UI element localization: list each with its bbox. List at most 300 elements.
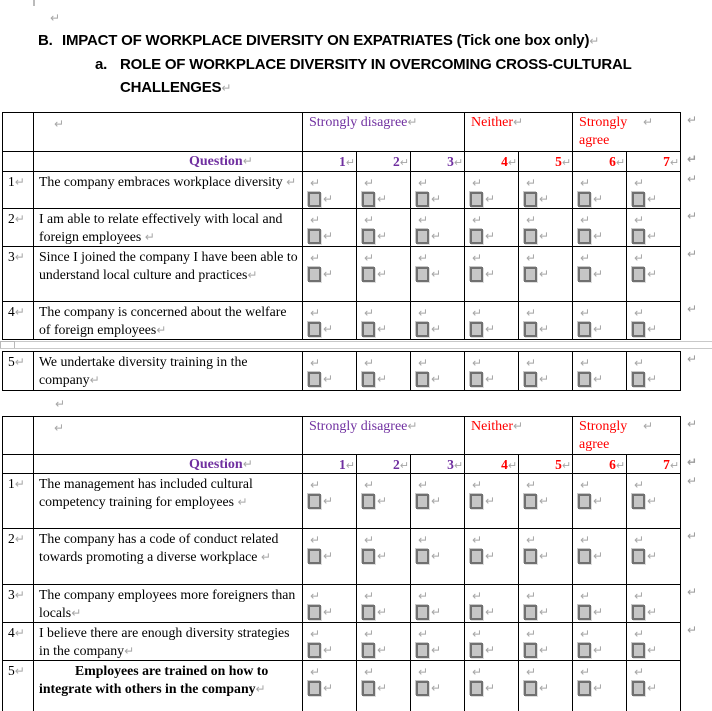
checkbox[interactable]: [524, 549, 537, 564]
checkbox-cell: [519, 352, 573, 391]
checkbox-cell: [411, 302, 465, 340]
pilcrow-icon: ↵: [647, 605, 658, 620]
pilcrow-icon: ↵: [431, 549, 442, 564]
checkbox[interactable]: [524, 605, 537, 620]
pilcrow-icon: ↵: [526, 478, 537, 492]
pilcrow-icon: ↵: [323, 372, 334, 387]
checkbox-cell: [411, 529, 465, 585]
checkbox[interactable]: [578, 605, 591, 620]
pilcrow-icon: ↵: [286, 175, 297, 189]
pilcrow-icon: ↵: [647, 322, 658, 337]
end-of-row-mark: ↵: [687, 209, 698, 223]
checkbox-cell: [627, 209, 698, 247]
pilcrow-icon: ↵: [323, 267, 334, 282]
pilcrow-icon: ↵: [418, 356, 429, 370]
pilcrow-icon: ↵: [14, 212, 25, 226]
checkbox[interactable]: [470, 494, 483, 509]
pilcrow-icon: ↵: [485, 372, 496, 387]
pilcrow-icon: ↵: [399, 459, 409, 472]
checkbox-cell: [627, 585, 698, 623]
pilcrow-icon: ↵: [593, 372, 604, 387]
checkbox-cell: [465, 352, 519, 391]
scale-number-4: 4↵: [465, 152, 519, 172]
checkbox-cell: [519, 585, 573, 623]
checkbox[interactable]: [578, 494, 591, 509]
checkbox[interactable]: [416, 643, 429, 658]
checkbox-cell: [465, 474, 519, 529]
checkbox[interactable]: [308, 322, 321, 337]
question-cell: Since I joined the company I have been able to understand local culture and practices↵: [34, 247, 303, 302]
pilcrow-icon: ↵: [310, 589, 321, 603]
row-number-cell: 1↵: [3, 172, 34, 209]
pilcrow-icon: ↵: [589, 34, 600, 48]
pilcrow-icon: ↵: [647, 229, 658, 244]
pilcrow-icon: ↵: [539, 605, 550, 620]
pilcrow-icon: ↵: [418, 251, 429, 265]
checkbox[interactable]: [308, 229, 321, 244]
checkbox[interactable]: [416, 372, 429, 387]
checkbox[interactable]: [362, 229, 375, 244]
question-cell: I believe there are enough diversity strategies in the company↵: [34, 623, 303, 661]
checkbox[interactable]: [470, 229, 483, 244]
table-row: [3, 247, 681, 302]
scale-group-header-row: [3, 417, 681, 455]
checkbox[interactable]: [308, 192, 321, 207]
pilcrow-icon: ↵: [14, 532, 25, 546]
checkbox[interactable]: [470, 322, 483, 337]
pilcrow-icon: ↵: [377, 549, 388, 564]
pilcrow-icon: ↵: [485, 229, 496, 244]
empty-cell: [3, 455, 34, 474]
question-cell: Employees are trained on how to integrate with others in the company↵: [34, 661, 303, 711]
pilcrow-icon: ↵: [364, 665, 375, 679]
pilcrow-icon: ↵: [593, 549, 604, 564]
table-row: [3, 585, 681, 623]
pilcrow-icon: ↵: [580, 627, 591, 641]
checkbox-cell: [465, 529, 519, 585]
pilcrow-icon: ↵: [14, 250, 25, 264]
pilcrow-icon: ↵: [14, 664, 25, 678]
pilcrow-icon: ↵: [89, 373, 100, 387]
checkbox-cell: [357, 623, 411, 661]
scale-number-3: 3↵: [411, 152, 465, 172]
checkbox-cell: [627, 172, 698, 209]
checkbox-cell: [303, 247, 357, 302]
checkbox[interactable]: [632, 643, 645, 658]
checkbox[interactable]: [578, 372, 591, 387]
scale-number-7: 7↵ ↵: [627, 455, 681, 474]
pilcrow-icon: ↵: [377, 267, 388, 282]
pilcrow-icon: ↵: [643, 419, 654, 433]
checkbox[interactable]: [578, 267, 591, 282]
row-number-cell: 1↵: [3, 474, 34, 529]
checkbox-cell: [357, 661, 411, 711]
pilcrow-icon: ↵: [431, 229, 442, 244]
checkbox-cell: [465, 585, 519, 623]
checkbox[interactable]: [524, 192, 537, 207]
checkbox-cell: [627, 247, 698, 302]
checkbox-cell: [465, 623, 519, 661]
checkbox[interactable]: [470, 549, 483, 564]
checkbox[interactable]: [470, 681, 483, 696]
question-cell: The management has included cultural competency training for employees ↵: [34, 474, 303, 529]
checkbox[interactable]: [632, 549, 645, 564]
pilcrow-icon: ↵: [561, 459, 572, 472]
pilcrow-icon: ↵: [647, 549, 658, 564]
pilcrow-icon: ↵: [431, 267, 442, 282]
pilcrow-icon: ↵: [526, 213, 537, 227]
scale-number-2: 2↵: [357, 152, 411, 172]
pilcrow-icon: ↵: [507, 156, 518, 169]
pilcrow-icon: ↵: [539, 681, 550, 696]
pilcrow-icon: ↵: [580, 589, 591, 603]
checkbox[interactable]: [416, 549, 429, 564]
checkbox-cell: [357, 247, 411, 302]
pilcrow-icon: ↵: [526, 533, 537, 547]
checkbox[interactable]: [632, 494, 645, 509]
question-label-cell: Question↵: [34, 455, 303, 474]
pilcrow-icon: ↵: [513, 419, 524, 433]
checkbox-cell: [357, 585, 411, 623]
checkbox[interactable]: [416, 192, 429, 207]
end-of-row-mark: ↵: [687, 152, 698, 166]
checkbox[interactable]: [362, 372, 375, 387]
scale-number-6: 6↵: [573, 455, 627, 474]
checkbox-cell: [519, 529, 573, 585]
end-of-row-mark: ↵: [687, 623, 698, 637]
pilcrow-icon: ↵: [634, 306, 645, 320]
pilcrow-icon: ↵: [310, 251, 321, 265]
pilcrow-icon: ↵: [54, 421, 65, 435]
pilcrow-icon: ↵: [407, 115, 418, 129]
pilcrow-icon: ↵: [431, 681, 442, 696]
group-strongly-disagree: Strongly disagree↵: [303, 417, 465, 455]
checkbox-cell: [303, 585, 357, 623]
pilcrow-icon: ↵: [364, 306, 375, 320]
pilcrow-icon: ↵: [377, 372, 388, 387]
scale-number-7: 7↵ ↵: [627, 152, 681, 172]
checkbox[interactable]: [578, 643, 591, 658]
table-row: [3, 474, 681, 529]
table-row: [3, 209, 681, 247]
checkbox[interactable]: [416, 605, 429, 620]
checkbox[interactable]: [470, 605, 483, 620]
pilcrow-icon: ↵: [50, 11, 61, 25]
pilcrow-icon: ↵: [221, 81, 232, 95]
checkbox-cell: [573, 585, 627, 623]
checkbox[interactable]: [362, 681, 375, 696]
checkbox[interactable]: [416, 322, 429, 337]
pilcrow-icon: ↵: [260, 550, 271, 564]
checkbox-cell: [303, 623, 357, 661]
group-neither: Neither↵: [465, 113, 573, 152]
section-heading-b: [38, 30, 712, 52]
checkbox[interactable]: [578, 229, 591, 244]
pilcrow-icon: ↵: [399, 156, 409, 169]
scale-number-4: 4↵: [465, 455, 519, 474]
pilcrow-icon: ↵: [561, 156, 572, 169]
pilcrow-icon: ↵: [539, 643, 550, 658]
empty-cell: [3, 152, 34, 172]
scale-group-header-row: [3, 113, 681, 152]
checkbox[interactable]: [632, 605, 645, 620]
checkbox[interactable]: [362, 192, 375, 207]
pilcrow-icon: ↵: [310, 176, 321, 190]
pilcrow-icon: ↵: [472, 356, 483, 370]
pilcrow-icon: ↵: [472, 306, 483, 320]
pilcrow-icon: ↵: [647, 192, 658, 207]
checkbox-cell: [519, 247, 573, 302]
pilcrow-icon: ↵: [472, 533, 483, 547]
row-number-cell: 2↵: [3, 529, 34, 585]
checkbox[interactable]: [362, 494, 375, 509]
question-header-cell: [34, 417, 303, 455]
question-header-cell: [34, 113, 303, 152]
pilcrow-icon: ↵: [323, 229, 334, 244]
checkbox-cell: [627, 529, 698, 585]
pilcrow-icon: ↵: [431, 494, 442, 509]
pilcrow-icon: ↵: [310, 627, 321, 641]
pilcrow-icon: ↵: [345, 156, 355, 169]
checkbox[interactable]: [524, 681, 537, 696]
pilcrow-icon: ↵: [526, 665, 537, 679]
pilcrow-icon: ↵: [418, 665, 429, 679]
pilcrow-icon: ↵: [526, 176, 537, 190]
pilcrow-icon: ↵: [14, 626, 25, 640]
checkbox[interactable]: [524, 267, 537, 282]
checkbox-cell: [303, 172, 357, 209]
pilcrow-icon: ↵: [156, 323, 167, 337]
pilcrow-icon: ↵: [364, 356, 375, 370]
pilcrow-icon: ↵: [377, 322, 388, 337]
pilcrow-icon: ↵: [124, 644, 135, 658]
pilcrow-icon: ↵: [634, 665, 645, 679]
checkbox[interactable]: [308, 643, 321, 658]
table-row: [3, 302, 681, 340]
checkbox[interactable]: [578, 549, 591, 564]
likert-table-2: [2, 416, 698, 711]
checkbox[interactable]: [632, 229, 645, 244]
pilcrow-icon: ↵: [472, 478, 483, 492]
checkbox[interactable]: [362, 605, 375, 620]
checkbox[interactable]: [524, 322, 537, 337]
group-strongly-disagree: Strongly disagree↵: [303, 113, 465, 152]
checkbox[interactable]: [308, 494, 321, 509]
pilcrow-icon: ↵: [634, 176, 645, 190]
pilcrow-icon: ↵: [418, 306, 429, 320]
checkbox[interactable]: [308, 605, 321, 620]
checkbox[interactable]: [632, 681, 645, 696]
pilcrow-icon: ↵: [431, 322, 442, 337]
checkbox[interactable]: [632, 322, 645, 337]
scale-number-1: 1↵: [303, 455, 357, 474]
pilcrow-icon: ↵: [507, 459, 518, 472]
likert-table-1-bottom: [2, 351, 698, 391]
pilcrow-icon: ↵: [310, 213, 321, 227]
pilcrow-icon: ↵: [539, 372, 550, 387]
pilcrow-icon: ↵: [539, 267, 550, 282]
likert-table-1-top: [2, 112, 698, 340]
pilcrow-icon: ↵: [377, 605, 388, 620]
row-number-cell: 3↵: [3, 585, 34, 623]
scale-number-5: 5↵: [519, 455, 573, 474]
empty-cell: [3, 113, 34, 152]
pilcrow-icon: ↵: [323, 494, 334, 509]
pilcrow-icon: ↵: [485, 494, 496, 509]
checkbox-cell: [465, 172, 519, 209]
pilcrow-icon: ↵: [669, 156, 680, 169]
checkbox-cell: [411, 623, 465, 661]
pilcrow-icon: ↵: [485, 549, 496, 564]
group-neither: Neither↵: [465, 417, 573, 455]
checkbox[interactable]: [578, 681, 591, 696]
pilcrow-icon: ↵: [485, 643, 496, 658]
pilcrow-icon: ↵: [526, 251, 537, 265]
checkbox-cell: [573, 529, 627, 585]
pilcrow-icon: ↵: [580, 665, 591, 679]
question-cell: The company is concerned about the welfare of foreign employees↵: [34, 302, 303, 340]
pilcrow-icon: ↵: [580, 356, 591, 370]
pilcrow-icon: ↵: [431, 372, 442, 387]
pilcrow-icon: ↵: [472, 176, 483, 190]
checkbox[interactable]: [470, 643, 483, 658]
checkbox[interactable]: [632, 372, 645, 387]
checkbox-cell: [357, 474, 411, 529]
pilcrow-icon: ↵: [634, 213, 645, 227]
page-split-indicator: [0, 340, 712, 351]
checkbox-cell: [411, 661, 465, 711]
checkbox[interactable]: [524, 229, 537, 244]
checkbox-cell: [303, 352, 357, 391]
checkbox[interactable]: [470, 372, 483, 387]
checkbox-cell: [519, 209, 573, 247]
pilcrow-icon: ↵: [431, 192, 442, 207]
end-of-row-mark: ↵: [687, 302, 698, 316]
pilcrow-icon: ↵: [593, 494, 604, 509]
table-row: [3, 661, 681, 711]
checkbox-cell: [411, 247, 465, 302]
empty-paragraph: [50, 9, 712, 25]
pilcrow-icon: ↵: [377, 229, 388, 244]
checkbox[interactable]: [308, 372, 321, 387]
pilcrow-icon: ↵: [634, 533, 645, 547]
question-cell: I am able to relate effectively with local and foreign employees ↵: [34, 209, 303, 247]
checkbox[interactable]: [362, 643, 375, 658]
checkbox[interactable]: [524, 643, 537, 658]
pilcrow-icon: ↵: [580, 533, 591, 547]
pilcrow-icon: ↵: [593, 322, 604, 337]
end-of-row-mark: ↵: [687, 474, 698, 488]
pilcrow-icon: ↵: [323, 605, 334, 620]
pilcrow-icon: ↵: [647, 643, 658, 658]
pilcrow-icon: ↵: [453, 156, 464, 169]
checkbox[interactable]: [524, 372, 537, 387]
checkbox-cell: [465, 209, 519, 247]
pilcrow-icon: ↵: [431, 605, 442, 620]
checkbox[interactable]: [308, 549, 321, 564]
row-number-cell: 3↵: [3, 247, 34, 302]
checkbox-cell: [519, 474, 573, 529]
pilcrow-icon: ↵: [418, 478, 429, 492]
pilcrow-icon: ↵: [539, 494, 550, 509]
checkbox[interactable]: [578, 192, 591, 207]
checkbox[interactable]: [470, 192, 483, 207]
checkbox[interactable]: [416, 494, 429, 509]
checkbox-cell: [519, 302, 573, 340]
pilcrow-icon: ↵: [593, 192, 604, 207]
heading-a-text: ROLE OF WORKPLACE DIVERSITY IN OVERCOMING CROSS-CULTURAL CHALLENGES↵: [120, 56, 632, 96]
checkbox-cell: [573, 247, 627, 302]
checkbox-cell: [357, 352, 411, 391]
page-split-box: [0, 341, 15, 349]
pilcrow-icon: ↵: [310, 356, 321, 370]
pilcrow-icon: ↵: [323, 549, 334, 564]
checkbox[interactable]: [578, 322, 591, 337]
row-number-cell: 4↵: [3, 623, 34, 661]
pilcrow-icon: ↵: [647, 681, 658, 696]
pilcrow-icon: ↵: [364, 478, 375, 492]
checkbox[interactable]: [308, 267, 321, 282]
pilcrow-icon: ↵: [323, 192, 334, 207]
pilcrow-icon: ↵: [634, 356, 645, 370]
pilcrow-icon: ↵: [377, 681, 388, 696]
pilcrow-icon: ↵: [593, 605, 604, 620]
checkbox[interactable]: [470, 267, 483, 282]
heading-b-label: B.: [38, 32, 53, 49]
checkbox[interactable]: [362, 549, 375, 564]
group-strongly-agree: Strongly agree↵ ↵: [573, 417, 681, 455]
table-row: [3, 529, 681, 585]
checkbox[interactable]: [416, 681, 429, 696]
checkbox-cell: [573, 474, 627, 529]
checkbox[interactable]: [416, 229, 429, 244]
checkbox[interactable]: [362, 267, 375, 282]
checkbox[interactable]: [416, 267, 429, 282]
pilcrow-icon: ↵: [593, 681, 604, 696]
checkbox-cell: [627, 352, 698, 391]
empty-cell: [3, 417, 34, 455]
pilcrow-icon: ↵: [364, 533, 375, 547]
pilcrow-icon: ↵: [418, 176, 429, 190]
checkbox[interactable]: [632, 192, 645, 207]
pilcrow-icon: ↵: [310, 478, 321, 492]
checkbox[interactable]: [524, 494, 537, 509]
pilcrow-icon: ↵: [14, 305, 25, 319]
checkbox[interactable]: [362, 322, 375, 337]
pilcrow-icon: ↵: [255, 682, 266, 696]
end-of-row-mark: ↵: [687, 417, 698, 431]
checkbox[interactable]: [308, 681, 321, 696]
checkbox-cell: [303, 661, 357, 711]
pilcrow-icon: ↵: [472, 213, 483, 227]
checkbox[interactable]: [632, 267, 645, 282]
pilcrow-icon: ↵: [14, 477, 25, 491]
pilcrow-icon: ↵: [364, 627, 375, 641]
row-number-cell: 5↵: [3, 352, 34, 391]
checkbox-cell: [303, 209, 357, 247]
checkbox-cell: [465, 247, 519, 302]
pilcrow-icon: ↵: [526, 589, 537, 603]
pilcrow-icon: ↵: [54, 117, 65, 131]
checkbox-cell: [573, 352, 627, 391]
pilcrow-icon: ↵: [539, 192, 550, 207]
pilcrow-icon: ↵: [407, 419, 418, 433]
checkbox-cell: [411, 172, 465, 209]
pilcrow-icon: ↵: [418, 213, 429, 227]
pilcrow-icon: ↵: [593, 267, 604, 282]
pilcrow-icon: ↵: [418, 533, 429, 547]
pilcrow-icon: ↵: [71, 606, 82, 620]
